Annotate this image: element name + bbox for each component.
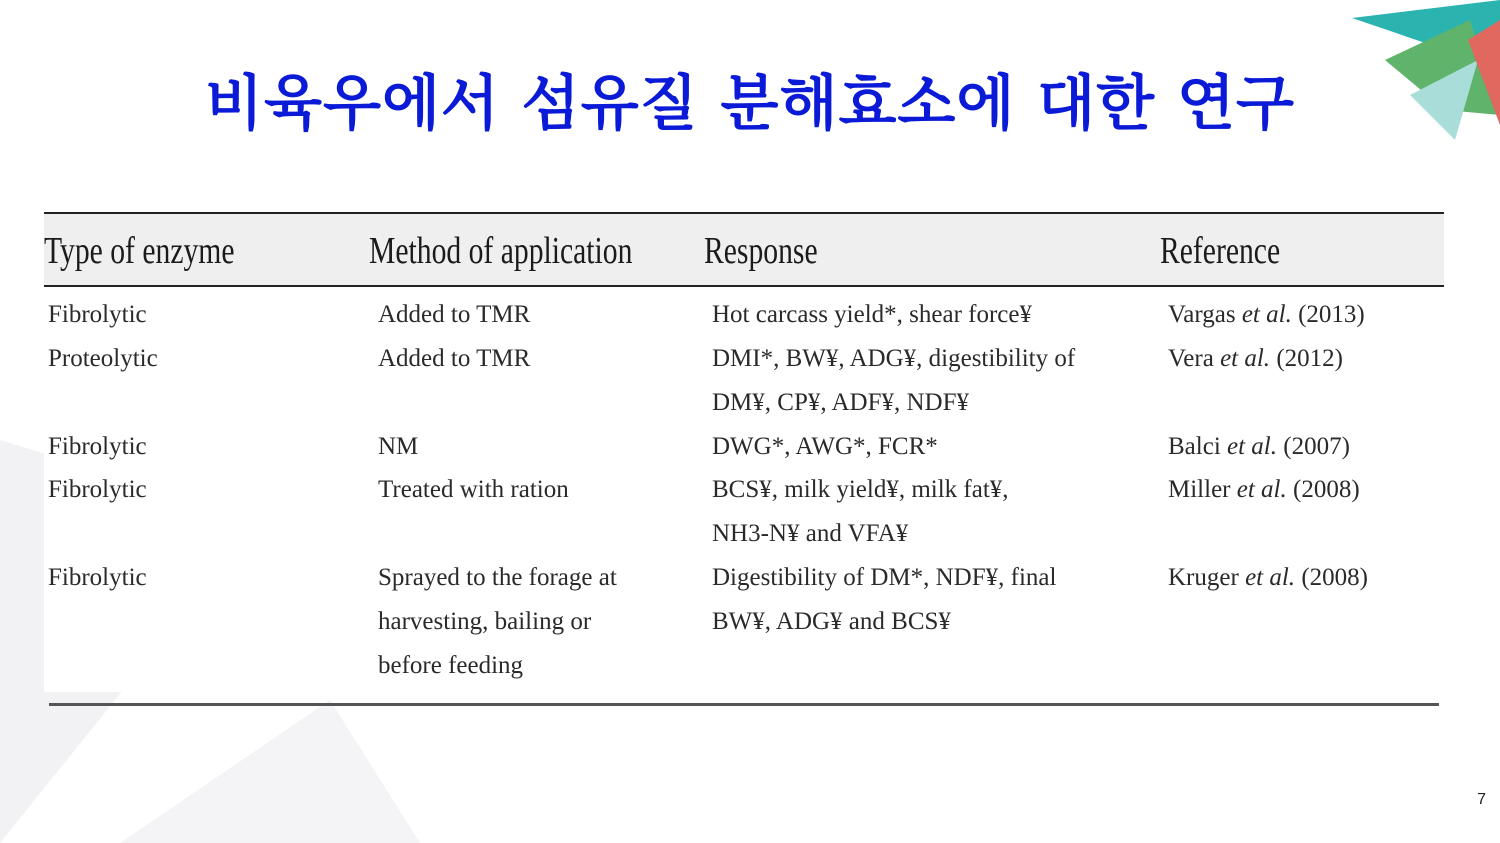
cell-method: NM	[378, 433, 419, 460]
cell-response: Digestibility of DM*, NDF¥, final BW¥, ADG¥ and BCS¥	[712, 564, 1057, 635]
cell-reference: Vargas et al. (2013)	[1168, 301, 1365, 328]
cell-enzyme-type: Proteolytic	[48, 345, 158, 372]
cell-reference: Vera et al. (2012)	[1168, 345, 1343, 372]
cell-response: Hot carcass yield*, shear force¥	[712, 301, 1032, 328]
gray-wedge-bottom	[120, 700, 420, 843]
header-reference: Reference	[1160, 230, 1281, 272]
cell-method: Added to TMR	[378, 345, 531, 372]
cell-enzyme-type: Fibrolytic	[48, 476, 147, 503]
header-method-of-application: Method of application	[369, 230, 633, 272]
header-response: Response	[704, 230, 818, 272]
cell-response: BCS¥, milk yield¥, milk fat¥, NH3-N¥ and VFA¥	[712, 476, 1009, 547]
cell-response: DWG*, AWG*, FCR*	[712, 433, 938, 460]
cell-method: Sprayed to the forage at harvesting, bailing or before feeding	[378, 564, 617, 679]
page-number: 7	[1477, 791, 1486, 808]
cell-reference: Balci et al. (2007)	[1168, 433, 1350, 460]
slide-title: 비육우에서 섬유질 분해효소에 대한 연구	[205, 69, 1295, 139]
cell-method: Treated with ration	[378, 476, 569, 503]
cell-enzyme-type: Fibrolytic	[48, 301, 147, 328]
cell-enzyme-type: Fibrolytic	[48, 433, 147, 460]
cell-response: DMI*, BW¥, ADG¥, digestibility of DM¥, CP¥, ADF¥, NDF¥	[712, 345, 1076, 416]
header-type-of-enzyme: Type of enzyme	[44, 230, 235, 272]
cell-enzyme-type: Fibrolytic	[48, 564, 147, 591]
table-bottom-rule	[49, 703, 1439, 706]
cell-reference: Miller et al. (2008)	[1168, 476, 1360, 503]
cell-method: Added to TMR	[378, 301, 531, 328]
cell-reference: Kruger et al. (2008)	[1168, 564, 1368, 591]
